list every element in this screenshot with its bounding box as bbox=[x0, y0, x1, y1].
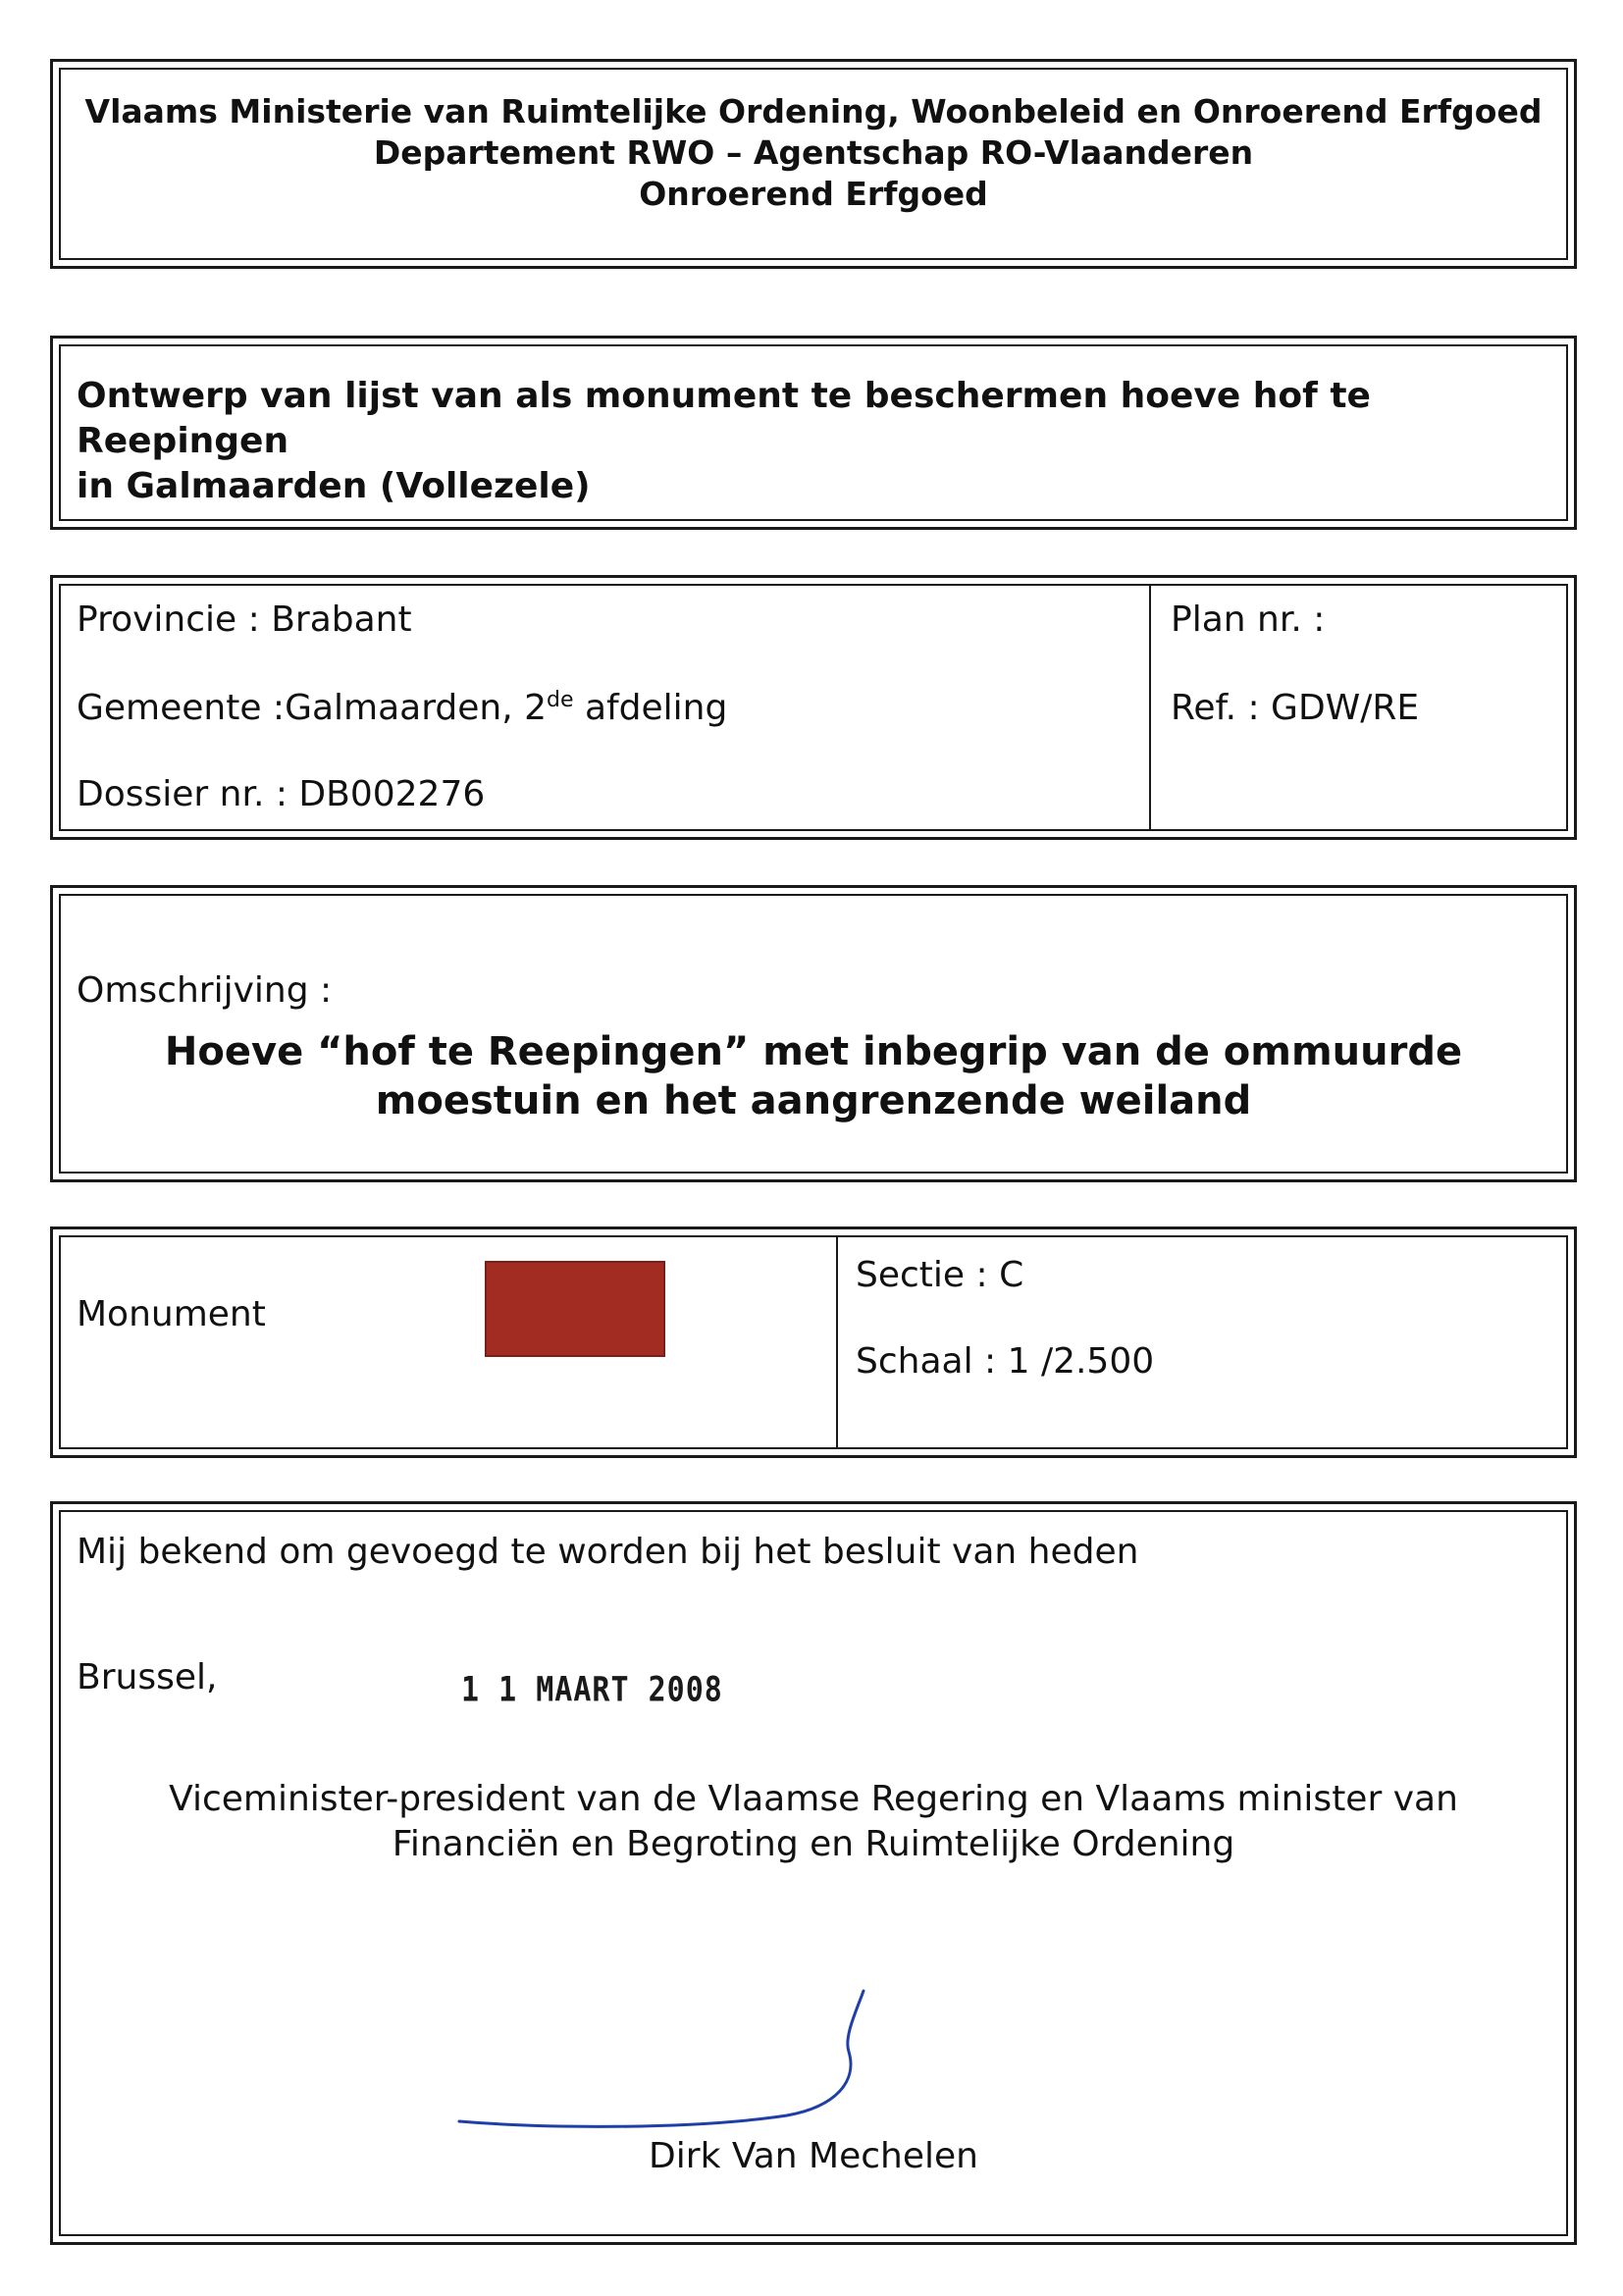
title-inner bbox=[59, 344, 1568, 521]
description-line-2: moestuin en het aangrenzende weiland bbox=[375, 1078, 1252, 1123]
signatory-title-line-2: Financiën en Begroting en Ruimtelijke Ordening bbox=[392, 1824, 1235, 1864]
legend-inner bbox=[59, 1235, 1568, 1449]
gemeente-field bbox=[77, 688, 727, 728]
sectie-field: Sectie : C bbox=[856, 1255, 1024, 1295]
schaal-field: Schaal : 1 /2.500 bbox=[856, 1341, 1155, 1382]
provincie-field: Provincie : Brabant bbox=[77, 600, 412, 640]
signatory-name: Dirk Van Mechelen bbox=[649, 2136, 978, 2176]
decision-statement: Mij bekend om gevoegd te worden bij het besluit van heden bbox=[77, 1532, 1139, 1572]
monument-color-swatch bbox=[485, 1261, 665, 1357]
header-inner bbox=[59, 68, 1568, 260]
omschrijving-label: Omschrijving : bbox=[77, 970, 333, 1011]
info-inner bbox=[59, 584, 1568, 831]
document-title-line-2: in Galmaarden (Vollezele) bbox=[77, 466, 591, 506]
ministry-name: Vlaams Ministerie van Ruimtelijke Ordening, Woonbeleid en Onroerend Erfgoed bbox=[84, 92, 1543, 130]
header-box bbox=[50, 59, 1577, 269]
date-stamp: 1 1 MAART 2008 bbox=[461, 1670, 723, 1710]
decision-inner bbox=[59, 1510, 1568, 2236]
place-label: Brussel, bbox=[77, 1657, 218, 1697]
description-text bbox=[61, 1027, 1566, 1125]
description-box bbox=[50, 885, 1577, 1182]
plan-nr-field: Plan nr. : bbox=[1171, 600, 1326, 640]
monument-label: Monument bbox=[77, 1294, 266, 1334]
gemeente-text: Gemeente :Galmaarden, 2 bbox=[77, 688, 547, 728]
info-divider bbox=[1149, 586, 1151, 829]
department-name: Departement RWO – Agentschap RO-Vlaanderen bbox=[373, 133, 1254, 172]
signature-stroke bbox=[459, 1991, 864, 2126]
agency-name: Onroerend Erfgoed bbox=[639, 175, 988, 213]
ref-field: Ref. : GDW/RE bbox=[1171, 688, 1420, 728]
info-box bbox=[50, 575, 1577, 840]
dossier-field: Dossier nr. : DB002276 bbox=[77, 774, 486, 814]
description-inner bbox=[59, 894, 1568, 1174]
decision-box bbox=[50, 1501, 1577, 2245]
legend-divider bbox=[836, 1237, 838, 1447]
title-box bbox=[50, 336, 1577, 530]
legend-box bbox=[50, 1226, 1577, 1458]
gemeente-sup: de bbox=[547, 688, 574, 712]
description-line-1: Hoeve “hof te Reepingen” met inbegrip van de ommuurde bbox=[164, 1029, 1463, 1074]
gemeente-suffix: afdeling bbox=[573, 688, 728, 728]
document-title-line-1: Ontwerp van lijst van als monument te beschermen hoeve hof te Reepingen bbox=[77, 376, 1371, 461]
signatory-title-line-1: Viceminister-president van de Vlaamse Regering en Vlaams minister van bbox=[169, 1779, 1458, 1819]
